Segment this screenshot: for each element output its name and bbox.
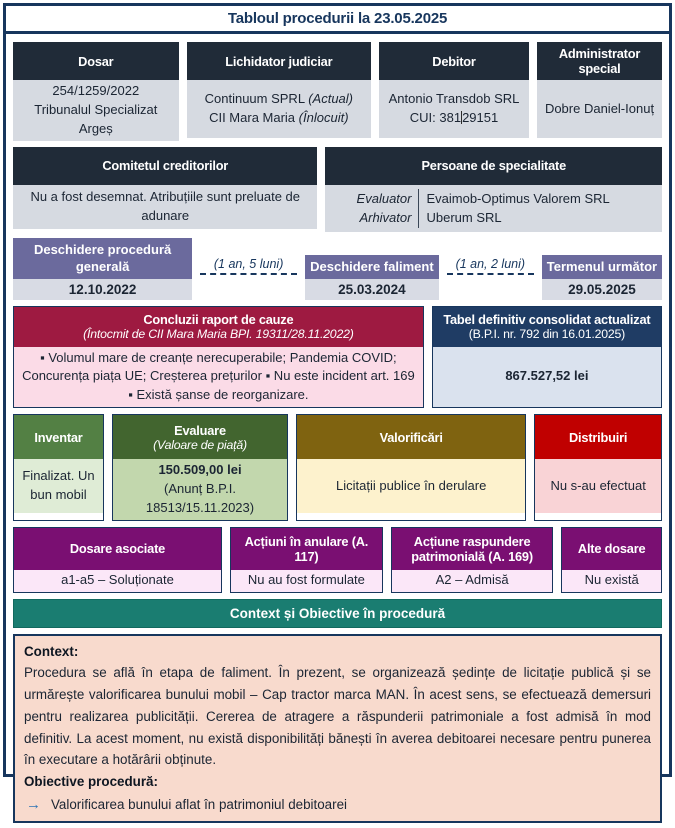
objectives-label: Obiective procedură: bbox=[24, 773, 158, 789]
context-card bbox=[13, 634, 662, 823]
dashboard-content bbox=[6, 34, 669, 828]
lichidator-current-status: (Actual) bbox=[308, 91, 353, 107]
alte-dosare-body: Nu există bbox=[562, 570, 661, 592]
actiune-raspundere-header: Acțiune raspundere patrimonială (A. 169) bbox=[392, 528, 553, 570]
context-label: Context: bbox=[24, 643, 79, 659]
card-comitet bbox=[13, 147, 317, 232]
page-title: Tabloul procedurii la 23.05.2025 bbox=[6, 6, 669, 34]
timeline-connector bbox=[447, 257, 534, 300]
valorificari-header: Valorificări bbox=[297, 415, 525, 459]
specialist-role: Evaluator bbox=[333, 189, 419, 209]
timeline-connector bbox=[200, 257, 297, 300]
lichidator-current-name: Continuum SPRL bbox=[204, 91, 305, 107]
objective-item bbox=[24, 793, 651, 817]
lichidator-replaced-status: (Înlocuit) bbox=[298, 110, 349, 125]
debitor-name: Antonio Transdob SRL bbox=[388, 91, 520, 107]
timeline-row bbox=[13, 238, 662, 300]
card-dosar bbox=[13, 42, 179, 141]
dosare-asociate-header: Dosare asociate bbox=[14, 528, 221, 570]
timeline-stage-date: 29.05.2025 bbox=[542, 279, 662, 300]
lichidator-replaced-name: CII Mara Maria bbox=[209, 110, 296, 125]
card-alte-dosare bbox=[561, 527, 662, 593]
specialist-role: Arhivator bbox=[333, 208, 419, 228]
timeline-stage-opening bbox=[13, 238, 192, 300]
card-debitor bbox=[379, 42, 529, 141]
objective-text: Valorificarea bunului aflat în patrimoniul debitoarei bbox=[51, 796, 348, 812]
cui-suffix: 29151 bbox=[462, 110, 499, 125]
specialist-name: Evaimob-Optimus Valorem SRL bbox=[426, 190, 610, 206]
inventar-body: Finalizat. Un bun mobil bbox=[14, 459, 103, 513]
timeline-stage-next-term bbox=[542, 255, 662, 300]
comitet-body: Nu a fost desemnat. Atribuțiile sunt preluate de adunare bbox=[13, 185, 317, 229]
dosare-asociate-body: a1-a5 – Soluționate bbox=[14, 570, 221, 592]
timeline-stage-date: 12.10.2022 bbox=[13, 279, 192, 300]
lichidator-current bbox=[205, 90, 353, 109]
comitet-header: Comitetul creditorilor bbox=[13, 147, 317, 185]
evaluare-note: (Anunț B.P.I. 18513/15.11.2023) bbox=[145, 481, 255, 515]
timeline-stage-date: 25.03.2024 bbox=[305, 279, 439, 300]
context-paragraph: Procedura se află în etapa de faliment. În prezent, se organizează ședințe de licitație publică și se urmărește valorificarea bunului mobil – Cap tractor marca MAN. În acest sens, se efectuează demersuri pentru realizarea publicității. Cererea de atragere a răspunderii patrimoniale a fost admisă în mod definitiv. La acest moment, nu există disponibilități bănești în averea debitoarei necesare pentru punerea în executare a hotărârii obținute. bbox=[24, 665, 651, 768]
card-concluzii bbox=[13, 306, 424, 409]
card-actiuni-anulare bbox=[230, 527, 383, 593]
debitor-header: Debitor bbox=[379, 42, 529, 80]
card-evaluare bbox=[112, 414, 288, 521]
administrator-header: Administrator special bbox=[537, 42, 662, 80]
timeline-stage-bankruptcy bbox=[305, 255, 439, 300]
tabel-subtitle: (B.P.I. nr. 792 din 16.01.2025) bbox=[468, 327, 626, 342]
parties-row bbox=[13, 42, 662, 141]
specialist-row bbox=[333, 208, 654, 228]
card-valorificari bbox=[296, 414, 526, 521]
specialist-name: Uberum SRL bbox=[426, 210, 502, 226]
persoane-body bbox=[325, 185, 662, 232]
cases-row bbox=[13, 527, 662, 593]
case-number: 254/1259/2022 bbox=[52, 83, 140, 98]
distribuiri-body: Nu s-au efectuat bbox=[535, 459, 661, 513]
concluzii-title: Concluzii raport de cauze bbox=[143, 312, 294, 328]
timeline-stage-label: Deschidere faliment bbox=[305, 255, 439, 279]
context-section-bar: Context și Obiective în procedură bbox=[13, 599, 662, 628]
card-distribuiri bbox=[534, 414, 662, 521]
report-row bbox=[13, 306, 662, 409]
cui-prefix: CUI: 381 bbox=[409, 110, 462, 125]
evaluare-header bbox=[113, 415, 287, 459]
evaluare-title: Evaluare bbox=[174, 422, 226, 438]
timeline-stage-label: Deschidere procedură generală bbox=[13, 238, 192, 279]
lichidator-replaced bbox=[209, 109, 348, 128]
specialist-row bbox=[333, 189, 654, 209]
stages-row bbox=[13, 414, 662, 521]
evaluare-subtitle: (Valoare de piață) bbox=[153, 437, 247, 452]
card-lichidator bbox=[187, 42, 371, 141]
dosar-header: Dosar bbox=[13, 42, 179, 80]
tabel-title: Tabel definitiv consolidat actualizat bbox=[443, 312, 651, 328]
administrator-body: Dobre Daniel-Ionuț bbox=[537, 80, 662, 138]
actiuni-anulare-header: Acțiuni în anulare (A. 117) bbox=[231, 528, 382, 570]
debitor-cui bbox=[410, 109, 498, 128]
debitor-body bbox=[379, 80, 529, 138]
concluzii-body: ▪ Volumul mare de creanțe nerecuperabile; Pandemia COVID; Concurența piața UE; Creșterea prețurilor ▪ Nu este incident art. 169 ▪ Există șanse de reorganizare. bbox=[14, 347, 423, 408]
card-administrator bbox=[537, 42, 662, 141]
actiuni-anulare-body: Nu au fost formulate bbox=[231, 570, 382, 592]
concluzii-subtitle: (Întocmit de CII Mara Maria BPI. 19311/28.11.2022) bbox=[83, 327, 354, 342]
arrow-right-icon: → bbox=[26, 795, 41, 813]
timeline-gap-label: (1 an, 5 luni) bbox=[200, 257, 297, 275]
card-persoane bbox=[325, 147, 662, 232]
concluzii-header bbox=[14, 307, 423, 347]
distribuiri-header: Distribuiri bbox=[535, 415, 661, 459]
persoane-header: Persoane de specialitate bbox=[325, 147, 662, 185]
timeline-stage-label: Termenul următor bbox=[542, 255, 662, 279]
alte-dosare-header: Alte dosare bbox=[562, 528, 661, 570]
valorificari-body: Licitații publice în derulare bbox=[297, 459, 525, 513]
actiune-raspundere-body: A2 – Admisă bbox=[392, 570, 553, 592]
tabel-value: 867.527,52 lei bbox=[433, 347, 661, 407]
card-tabel bbox=[432, 306, 662, 409]
evaluare-value: 150.509,00 lei bbox=[158, 462, 242, 478]
card-inventar bbox=[13, 414, 104, 521]
timeline-gap-label: (1 an, 2 luni) bbox=[447, 257, 534, 275]
dosar-body bbox=[13, 80, 179, 141]
court-name: Tribunalul Specializat Argeș bbox=[34, 101, 158, 136]
inventar-header: Inventar bbox=[14, 415, 103, 459]
lichidator-body bbox=[187, 80, 371, 138]
tabel-header bbox=[433, 307, 661, 347]
committee-specialists-row bbox=[13, 147, 662, 232]
evaluare-body bbox=[113, 459, 287, 520]
procedure-dashboard bbox=[3, 3, 672, 813]
lichidator-header: Lichidator judiciar bbox=[187, 42, 371, 80]
card-actiune-raspundere bbox=[391, 527, 554, 593]
card-dosare-asociate bbox=[13, 527, 222, 593]
